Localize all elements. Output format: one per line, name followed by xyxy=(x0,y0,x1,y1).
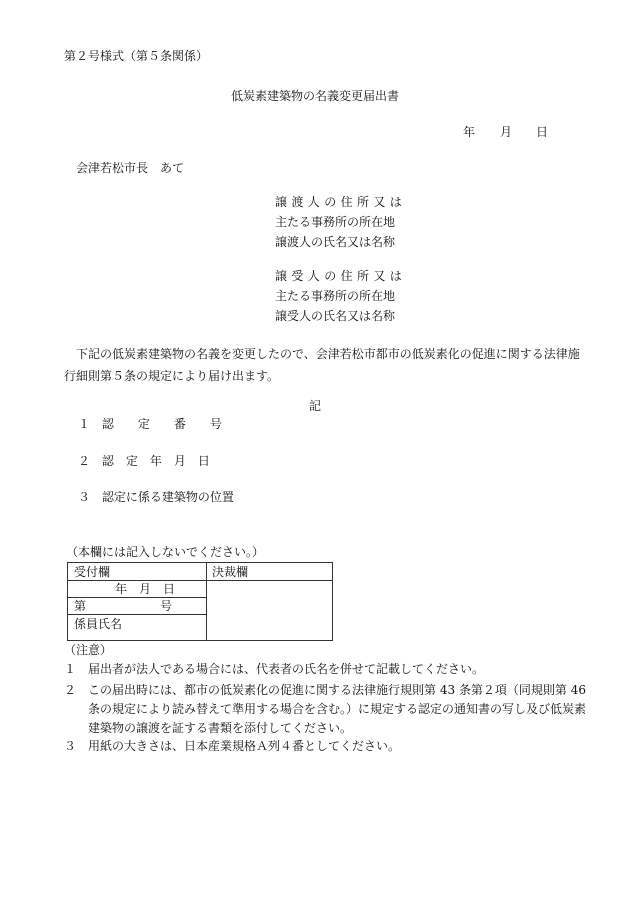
date-month: 月 xyxy=(500,125,513,139)
transferor-line1 xyxy=(275,195,407,209)
reception-date: 年 月 日 xyxy=(115,582,176,596)
office-use-caption: （本欄には記入しないでください。） xyxy=(66,545,265,559)
note-2 xyxy=(64,681,587,738)
item-2-number: ２ xyxy=(78,454,91,468)
transferor-line3: 譲渡人の氏名又は名称 xyxy=(275,235,396,249)
item-1-number: １ xyxy=(78,417,91,431)
item-1-label: 認 定 番 号 xyxy=(101,417,222,431)
table-divider-vertical xyxy=(206,563,207,640)
office-use-table xyxy=(67,562,333,641)
notes-heading: （注意） xyxy=(64,643,113,657)
decision-header: 決裁欄 xyxy=(212,565,249,579)
transferee-block xyxy=(275,269,407,323)
item-2-label: 認 定 年 月 日 xyxy=(101,454,210,468)
note-1-number: １ xyxy=(64,662,77,676)
transferor-block xyxy=(275,195,407,249)
date-day: 日 xyxy=(536,125,549,139)
reception-header: 受付欄 xyxy=(74,565,111,579)
table-divider-date xyxy=(68,597,206,598)
item-1 xyxy=(78,418,222,430)
transferee-line2: 主たる事務所の所在地 xyxy=(275,289,396,303)
note-2-number: ２ xyxy=(64,683,77,697)
note-2-text: この届出時には、都市の低炭素化の促進に関する法律施行規則第 43 条第２項（同規則第 46 条の規定により読み替えて準用する場合を含む。）に規定する認定の通知書の写し及び低炭素建築物の譲渡を証する書類を添付してください。 xyxy=(88,683,587,735)
transferee-line3: 譲受人の氏名又は名称 xyxy=(275,309,396,323)
reception-dai: 第 xyxy=(74,599,87,613)
table-divider-number xyxy=(68,614,206,615)
transferor-line1-text: 譲渡人の住所又は xyxy=(275,195,407,209)
note-1-text: 届出者が法人である場合には、代表者の氏名を併せて記載してください。 xyxy=(88,662,485,676)
item-2 xyxy=(78,455,210,467)
item-3-number: ３ xyxy=(78,490,91,504)
ki-heading: 記 xyxy=(308,399,321,413)
body-text: 下記の低炭素建築物の名義を変更したので、会津若松市都市の低炭素化の促進に関する法律施行細則第５条の規定により届け出ます。 xyxy=(64,347,580,383)
transferee-line1 xyxy=(275,269,407,283)
transferor-line2: 主たる事務所の所在地 xyxy=(275,215,396,229)
transferee-line1-text: 譲受人の住所又は xyxy=(275,269,407,283)
reception-gou: 号 xyxy=(160,599,173,613)
form-number: 第２号様式（第５条関係） xyxy=(64,49,209,63)
note-1 xyxy=(64,660,584,679)
note-3-number: ３ xyxy=(64,739,77,753)
page-title: 低炭素建築物の名義変更届出書 xyxy=(230,89,399,103)
addressee: 会津若松市長 あて xyxy=(76,161,185,175)
staff-name-label: 係員氏名 xyxy=(74,617,123,631)
table-divider-header xyxy=(68,580,332,581)
item-3 xyxy=(78,491,234,503)
note-3-text: 用紙の大きさは、日本産業規格Ａ列４番としてください。 xyxy=(88,739,401,753)
date-year: 年 xyxy=(463,125,476,139)
note-3 xyxy=(64,737,584,756)
item-3-label: 認定に係る建築物の位置 xyxy=(101,490,234,504)
